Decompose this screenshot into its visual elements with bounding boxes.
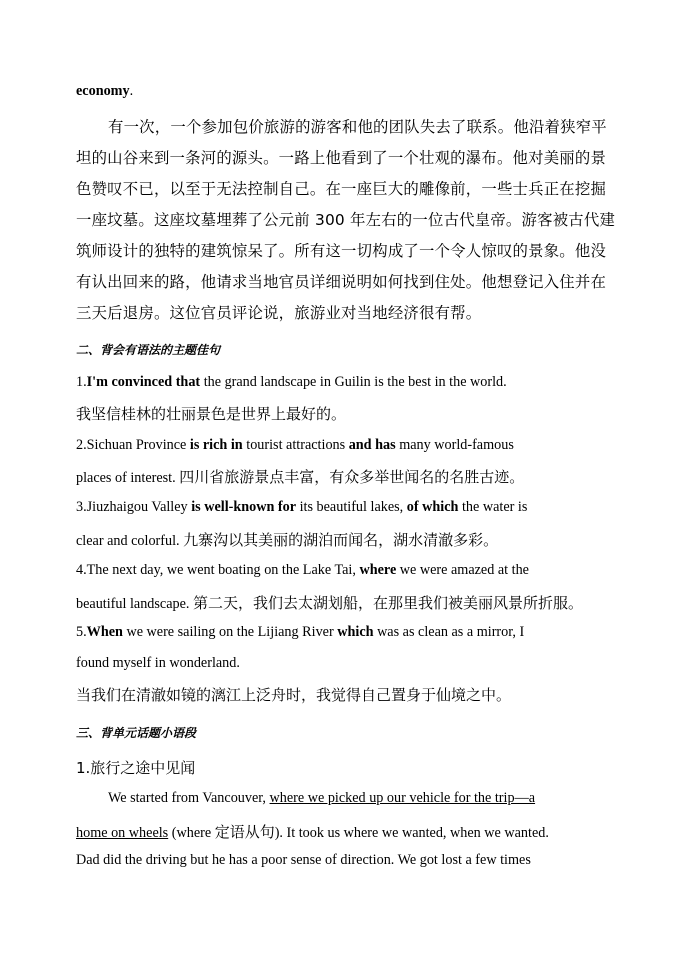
sentence-4-line2	[76, 592, 583, 613]
bold-word: economy	[76, 83, 130, 99]
sentence-3-en	[76, 499, 527, 516]
sentence-number: 5.	[76, 624, 87, 640]
bold-phrase: is rich in	[189, 437, 243, 453]
sentence-4-en	[76, 562, 529, 579]
sentence-text: tourist attractions	[242, 437, 349, 453]
translation: 第二天，我们去太湖划船，在那里我们被美丽风景所折服。	[193, 594, 584, 612]
sentence-text: we were amazed at the	[396, 562, 529, 578]
sentence-number: 1.	[76, 374, 87, 390]
sentence-2-line2	[76, 466, 524, 487]
paragraph-fragment	[76, 83, 133, 100]
sentence-number: 2.Sichuan Province	[76, 437, 190, 453]
sentence-1-en	[76, 374, 507, 391]
period: .	[129, 83, 134, 99]
bold-phrase: I'm convinced that	[86, 374, 201, 390]
bold-phrase: and has	[348, 437, 396, 453]
sentence-5-line2: found myself in wonderland.	[76, 655, 240, 671]
underlined-text: where we picked up our vehicle for the trip—a	[269, 790, 536, 806]
sentence-text: we were sailing on the Lijiang River	[122, 624, 338, 640]
sentence-text: many world-famous	[395, 437, 514, 453]
sentence-text: its beautiful lakes,	[296, 499, 407, 515]
sentence-2-en	[76, 437, 514, 454]
sentence-5-en	[76, 624, 524, 641]
sentence-3-line2	[76, 529, 498, 550]
underlined-text: home on wheels	[76, 825, 169, 841]
paragraph-line	[76, 821, 549, 842]
subheading: 1.旅行之途中见闻	[76, 759, 196, 777]
paragraph-line	[108, 790, 535, 807]
sentence-text: beautiful landscape.	[76, 596, 193, 612]
annotation: 定语从句	[214, 823, 275, 841]
sentence-text: 4.The next day, we went boating on the Lake Tai,	[76, 562, 360, 578]
sentence-5-cn: 当我们在清澈如镜的漓江上泛舟时，我觉得自己置身于仙境之中。	[76, 686, 512, 704]
sentence-text: the grand landscape in Guilin is the best in the world.	[200, 374, 507, 390]
translation: 四川省旅游景点丰富，有众多举世闻名的名胜古迹。	[179, 468, 525, 486]
chinese-paragraph-line: 坦的山谷来到一条河的源头。一路上他看到了一个壮观的瀑布。他对美丽的景	[76, 149, 607, 167]
section-heading: 二、背会有语法的主题佳句	[76, 343, 221, 357]
sentence-text: was as clean as a mirror, I	[373, 624, 525, 640]
chinese-paragraph-line: 有认出回来的路，他请求当地官员详细说明如何找到住处。他想登记入住并在	[76, 273, 607, 291]
paragraph-line: Dad did the driving but he has a poor sense of direction. We got lost a few times	[76, 852, 531, 868]
paragraph-text: We started from Vancouver,	[108, 790, 270, 806]
bold-phrase: of which	[406, 499, 459, 515]
sentence-1-cn: 我坚信桂林的壮丽景色是世界上最好的。	[76, 405, 347, 423]
sentence-text: the water is	[458, 499, 528, 515]
section-heading: 三、背单元话题小语段	[76, 726, 197, 740]
paragraph-text: ). It took us where we wanted, when we wanted.	[274, 825, 549, 841]
bold-phrase: is well-known for	[191, 499, 297, 515]
bold-phrase: which	[337, 624, 374, 640]
chinese-paragraph-line: 一座坟墓。这座坟墓埋葬了公元前 300 年左右的一位古代皇帝。游客被古代建	[76, 211, 616, 229]
bold-phrase: When	[86, 624, 123, 640]
sentence-number: 3.Jiuzhaigou Valley	[76, 499, 192, 515]
sentence-text: clear and colorful.	[76, 533, 184, 549]
translation: 九寨沟以其美丽的湖泊而闻名，湖水清澈多彩。	[183, 531, 499, 549]
chinese-paragraph-line: 筑师设计的独特的建筑惊呆了。所有这一切构成了一个令人惊叹的景象。他没	[76, 242, 607, 260]
sentence-text: places of interest.	[76, 470, 180, 486]
chinese-paragraph-line: 有一次，一个参加包价旅游的游客和他的团队失去了联系。他沿着狭窄平	[108, 118, 607, 136]
chinese-paragraph-line: 色赞叹不已，以至于无法控制自己。在一座巨大的雕像前，一些士兵正在挖掘	[76, 180, 607, 198]
chinese-paragraph-line: 三天后退房。这位官员评论说，旅游业对当地经济很有帮。	[76, 304, 482, 322]
bold-phrase: where	[359, 562, 397, 578]
paragraph-text: (where	[168, 825, 215, 841]
